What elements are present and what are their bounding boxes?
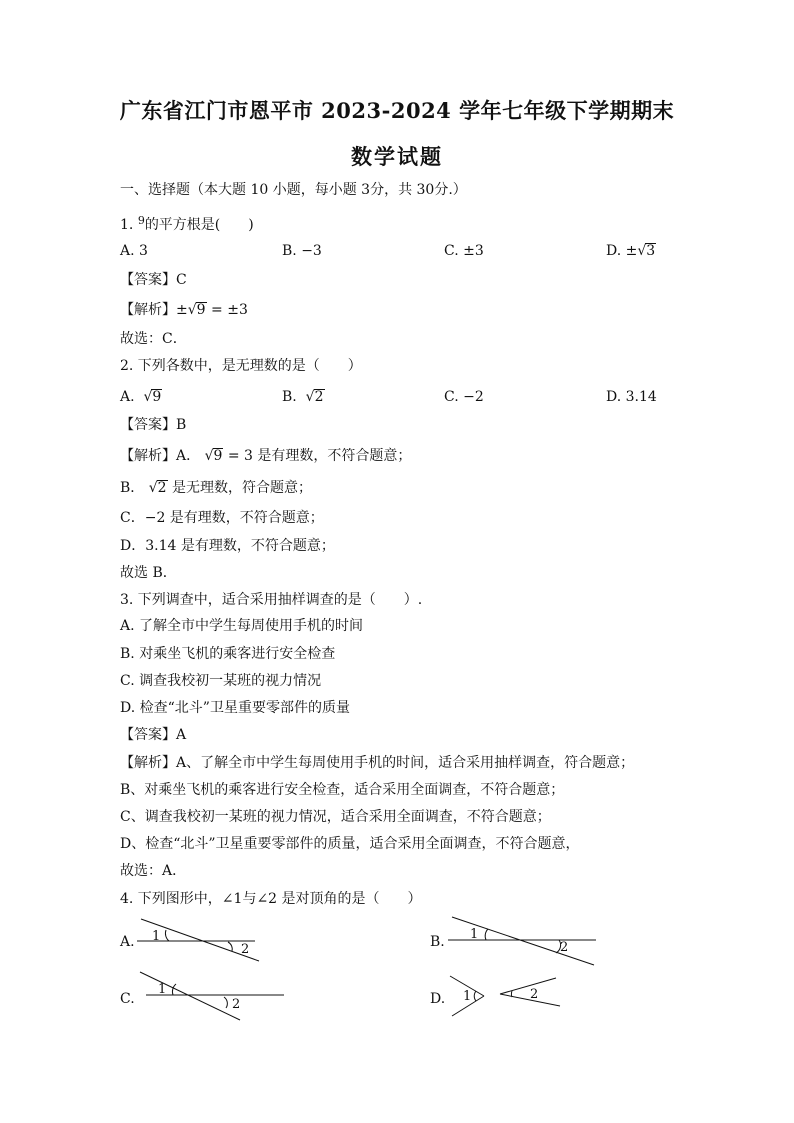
q4-b-angle1: 1	[470, 927, 479, 942]
q4-c-angle1: 1	[158, 982, 167, 997]
q4-a-angle1: 1	[152, 929, 161, 944]
q4-a-angle2: 2	[241, 942, 250, 957]
q2-conclusion: 故选 B．	[120, 565, 177, 581]
q1-answer: 【答案】C	[120, 272, 187, 288]
q4-option-a-label: A.	[120, 934, 135, 950]
q3-analysis-line: C、调查我校初一某班的视力情况，适合采用全面调查，不符合题意；	[120, 809, 551, 825]
q2-analysis-d: D．3.14 是有理数，不符合题意；	[120, 538, 335, 554]
q1-option-b: B. −3	[282, 243, 322, 259]
q4-option-d-label: D.	[430, 991, 446, 1007]
page-subtitle: 数学试题	[351, 144, 443, 169]
q2-analysis-a: 【解析】A． √9 = 3 是有理数，不符合题意；	[120, 448, 412, 464]
q1-conclusion: 故选：C．	[120, 331, 187, 347]
q1-stem: 的平方根是( )	[144, 217, 254, 233]
q2-analysis-c: C．−2 是有理数，不符合题意；	[120, 510, 324, 526]
question-1	[120, 212, 254, 234]
q2-option-d: D. 3.14	[606, 389, 657, 405]
q3-answer: 【答案】A	[120, 727, 187, 743]
q3-analysis-line: 【解析】A、了解全市中学生每周使用手机的时间，适合采用抽样调查，符合题意；	[120, 755, 635, 771]
q3-analysis-line: D、检查“北斗”卫星重要零部件的质量，适合采用全面调查，不符合题意，	[120, 836, 580, 852]
q3-conclusion: 故选：A．	[120, 863, 187, 879]
q2-option-b: B. √2	[282, 389, 324, 405]
q2-analysis-b: B． √2 是无理数，符合题意；	[120, 480, 313, 496]
section-heading: 一、选择题（本大题 10 小题，每小题 3分，共 30分.）	[120, 182, 467, 198]
q4-b-angle2: 2	[560, 940, 569, 955]
q3-option-b: B. 对乘坐飞机的乘客进行安全检查	[120, 646, 336, 662]
q4-d-angle2: 2	[530, 987, 539, 1002]
q3-option-d: D. 检查“北斗”卫星重要零部件的质量	[120, 700, 350, 716]
q3-option-c: C. 调查我校初一某班的视力情况	[120, 673, 322, 689]
q1-base: 9	[137, 214, 145, 227]
q4-option-c-label: C.	[120, 991, 135, 1007]
q4-figure-a	[135, 915, 265, 965]
q4-c-angle2: 2	[232, 997, 241, 1012]
page-title: 广东省江门市恩平市 2023-2024 学年七年级下学期期末	[119, 98, 675, 123]
q4-d-angle1: 1	[463, 989, 472, 1004]
q1-analysis: 【解析】±√9 = ±3	[120, 302, 248, 318]
q2-answer: 【答案】B	[120, 417, 187, 433]
q1-option-c: C. ±3	[444, 243, 484, 259]
q3-option-a: A. 了解全市中学生每周使用手机的时间	[120, 618, 364, 634]
q4-option-b-label: B.	[430, 934, 445, 950]
q1-number: 1.	[120, 217, 134, 233]
q4-figure-c	[138, 970, 288, 1024]
question-2: 2. 下列各数中，是无理数的是（ ）	[120, 358, 362, 374]
q2-option-c: C. −2	[444, 389, 484, 405]
q4-figure-d	[448, 974, 568, 1020]
q4-figure-b	[448, 915, 598, 969]
q3-analysis-line: B、对乘坐飞机的乘客进行安全检查，适合采用全面调查，不符合题意；	[120, 782, 565, 798]
q1-option-a: A. 3	[120, 243, 148, 259]
question-3: 3. 下列调查中，适合采用抽样调查的是（ ）.	[120, 592, 423, 608]
q2-option-a: A. √9	[120, 389, 162, 405]
q1-option-d: D. ±√3	[606, 243, 656, 259]
question-4: 4. 下列图形中，∠1与∠2 是对顶角的是（ ）	[120, 891, 422, 907]
